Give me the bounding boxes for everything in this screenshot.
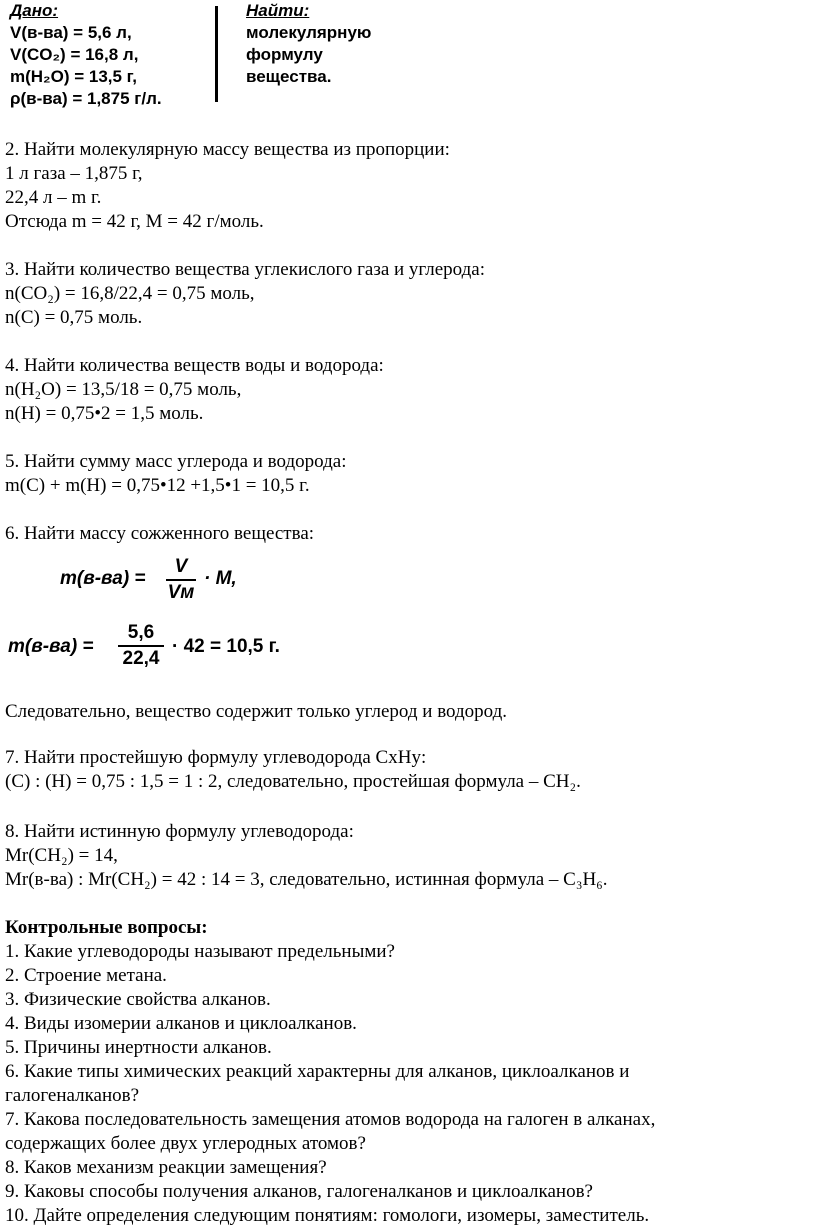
step-7-title: 7. Найти простейшую формулу углеводорода CxHy:: [5, 747, 427, 768]
find-line: вещества.: [246, 67, 332, 86]
step-4-title: 4. Найти количества веществ воды и водорода:: [5, 355, 384, 376]
given-line: m(H₂O) = 13,5 г,: [10, 67, 137, 86]
question-item: 4. Виды изомерии алканов и циклоалканов.: [5, 1013, 357, 1034]
question-item-continued: содержащих более двух углеродных атомов?: [5, 1133, 366, 1154]
given-line: V(CO₂) = 16,8 л,: [10, 45, 139, 64]
fraction-bar: [118, 645, 164, 647]
step-8-line: Mr(CH₂) = 14,: [5, 845, 118, 866]
find-line: молекулярную: [246, 23, 372, 42]
given-header: Дано:: [10, 1, 59, 20]
step-2-line: 1 л газа – 1,875 г,: [5, 163, 143, 184]
given-line: V(в-ва) = 5,6 л,: [10, 23, 132, 42]
formula-1-lhs: m(в-ва) =: [60, 568, 146, 589]
given-find-block: [10, 0, 530, 108]
formula-2-lhs: m(в-ва) =: [8, 636, 94, 657]
question-item: 5. Причины инертности алканов.: [5, 1037, 272, 1058]
formula-1-fraction: [166, 556, 196, 604]
step-4-line: n(H) = 0,75•2 = 1,5 моль.: [5, 403, 204, 424]
question-item: 10. Дайте определения следующим понятиям: гомологи, изомеры, заместитель.: [5, 1205, 650, 1226]
formula-2-rhs: · 42 = 10,5 г.: [172, 636, 280, 657]
step-2-line: 22,4 л – m г.: [5, 187, 102, 208]
formula-1-denominator: Vм: [167, 582, 195, 603]
step-3-title: 3. Найти количество вещества углекислого газа и углерода:: [5, 259, 486, 280]
formula-mass-general: [60, 556, 360, 612]
question-item: 7. Какова последовательность замещения атомов водорода на галоген в алканах,: [5, 1109, 656, 1130]
question-item-continued: галогеналканов?: [5, 1085, 140, 1106]
question-item: 1. Какие углеводороды называют предельными?: [5, 941, 395, 962]
step-6-title: 6. Найти массу сожженного вещества:: [5, 523, 315, 544]
find-line: формулу: [246, 45, 323, 64]
formula-2-fraction: [118, 622, 164, 670]
find-column: [246, 0, 446, 88]
question-item: 6. Какие типы химических реакций характерны для алканов, циклоалканов и: [5, 1061, 630, 1082]
step-2-line: Отсюда m = 42 г, M = 42 г/моль.: [5, 211, 264, 232]
step-3-line: n(CO₂) = 16,8/22,4 = 0,75 моль,: [5, 283, 255, 304]
find-header: Найти:: [246, 1, 310, 20]
formula-1-rhs: · M,: [204, 568, 237, 589]
question-item: 8. Каков механизм реакции замещения?: [5, 1157, 327, 1178]
formula-mass-calculated: [8, 622, 368, 678]
step-8-line: Mr(в-ва) : Mr(CH₂) = 42 : 14 = 3, следовательно, истинная формула – C₃H₆.: [5, 869, 608, 890]
given-column: [10, 0, 200, 110]
step-4-line: n(H₂O) = 13,5/18 = 0,75 моль,: [5, 379, 242, 400]
questions-header: Контрольные вопросы:: [5, 917, 208, 938]
given-line: ρ(в-ва) = 1,875 г/л.: [10, 89, 162, 108]
formula-1-numerator: V: [174, 556, 188, 577]
step-5-line: m(C) + m(H) = 0,75•12 +1,5•1 = 10,5 г.: [5, 475, 310, 496]
step-3-line: n(C) = 0,75 моль.: [5, 307, 143, 328]
step-5-title: 5. Найти сумму масс углерода и водорода:: [5, 451, 347, 472]
question-item: 3. Физические свойства алканов.: [5, 989, 271, 1010]
question-item: 9. Каковы способы получения алканов, галогеналканов и циклоалканов?: [5, 1181, 593, 1202]
column-divider: [215, 6, 218, 102]
fraction-bar: [166, 579, 196, 581]
formula-2-numerator: 5,6: [127, 622, 155, 643]
conclusion-text: Следовательно, вещество содержит только углерод и водород.: [5, 701, 508, 722]
step-7-line: (C) : (H) = 0,75 : 1,5 = 1 : 2, следовательно, простейшая формула – CH₂.: [5, 771, 581, 792]
question-item: 2. Строение метана.: [5, 965, 167, 986]
step-8-title: 8. Найти истинную формулу углеводорода:: [5, 821, 354, 842]
formula-2-denominator: 22,4: [122, 648, 160, 669]
step-2-title: 2. Найти молекулярную массу вещества из пропорции:: [5, 139, 450, 160]
